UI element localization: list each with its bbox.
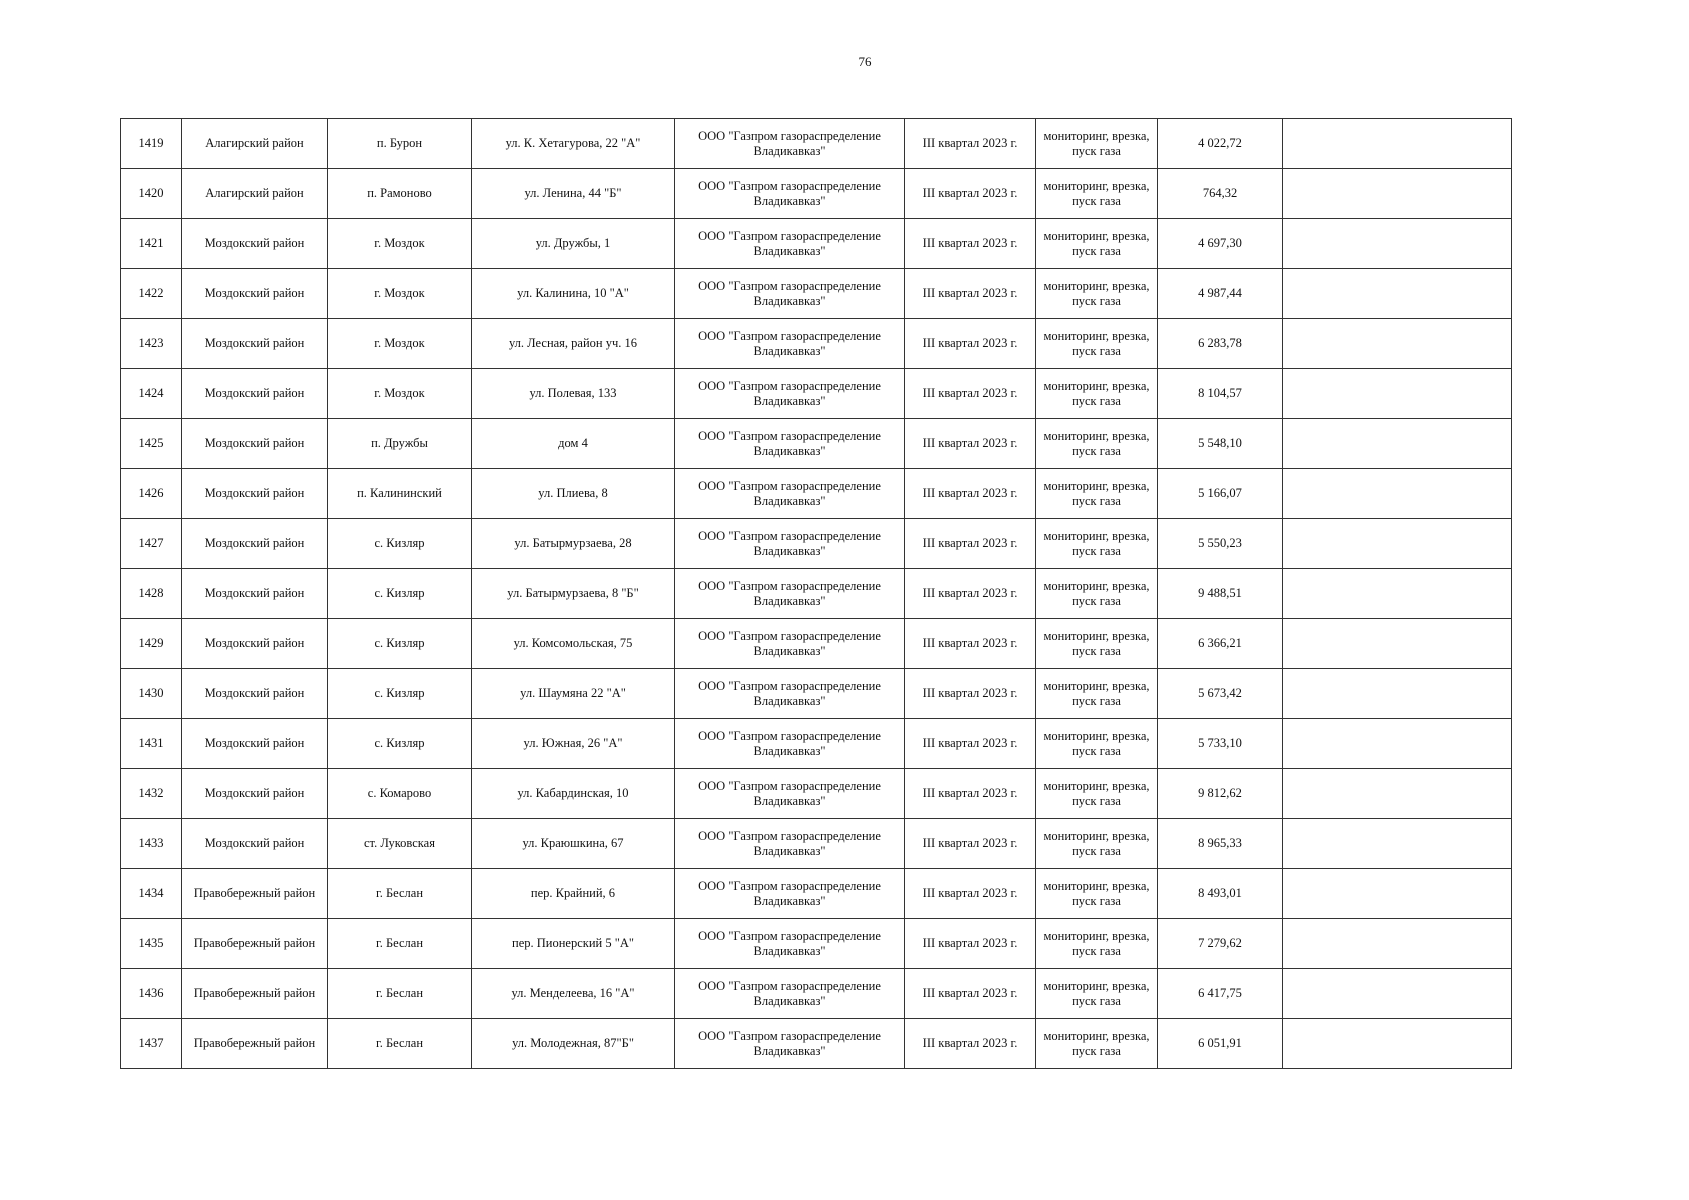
cell-amount: 764,32 xyxy=(1158,169,1283,219)
cell-district: Моздокский район xyxy=(182,619,328,669)
cell-district: Моздокский район xyxy=(182,769,328,819)
cell-number: 1419 xyxy=(121,119,182,169)
cell-locality: г. Моздок xyxy=(328,369,472,419)
cell-work-type: мониторинг, врезка, пуск газа xyxy=(1036,169,1158,219)
cell-locality: г. Моздок xyxy=(328,319,472,369)
cell-work-type: мониторинг, врезка, пуск газа xyxy=(1036,619,1158,669)
cell-amount: 5 550,23 xyxy=(1158,519,1283,569)
table-row xyxy=(121,619,1512,669)
table-row xyxy=(121,319,1512,369)
cell-number: 1433 xyxy=(121,819,182,869)
cell-number: 1436 xyxy=(121,969,182,1019)
cell-number: 1424 xyxy=(121,369,182,419)
cell-amount: 9 812,62 xyxy=(1158,769,1283,819)
cell-organization: ООО "Газпром газораспределение Владикавказ" xyxy=(675,919,905,969)
cell-empty xyxy=(1283,819,1512,869)
cell-work-type: мониторинг, врезка, пуск газа xyxy=(1036,319,1158,369)
table-row xyxy=(121,569,1512,619)
cell-work-type: мониторинг, врезка, пуск газа xyxy=(1036,569,1158,619)
cell-empty xyxy=(1283,869,1512,919)
cell-period: III квартал 2023 г. xyxy=(905,319,1036,369)
cell-locality: г. Моздок xyxy=(328,219,472,269)
table-row xyxy=(121,869,1512,919)
cell-number: 1423 xyxy=(121,319,182,369)
cell-period: III квартал 2023 г. xyxy=(905,669,1036,719)
cell-address: ул. Плиева, 8 xyxy=(472,469,675,519)
cell-address: ул. Кабардинская, 10 xyxy=(472,769,675,819)
cell-district: Моздокский район xyxy=(182,269,328,319)
table-row xyxy=(121,169,1512,219)
cell-work-type: мониторинг, врезка, пуск газа xyxy=(1036,769,1158,819)
cell-amount: 6 283,78 xyxy=(1158,319,1283,369)
cell-amount: 6 051,91 xyxy=(1158,1019,1283,1069)
table-row xyxy=(121,519,1512,569)
cell-address: пер. Пионерский 5 "А" xyxy=(472,919,675,969)
cell-organization: ООО "Газпром газораспределение Владикавказ" xyxy=(675,519,905,569)
cell-work-type: мониторинг, врезка, пуск газа xyxy=(1036,669,1158,719)
cell-amount: 4 022,72 xyxy=(1158,119,1283,169)
cell-work-type: мониторинг, врезка, пуск газа xyxy=(1036,269,1158,319)
cell-empty xyxy=(1283,469,1512,519)
cell-work-type: мониторинг, врезка, пуск газа xyxy=(1036,519,1158,569)
cell-locality: п. Бурон xyxy=(328,119,472,169)
cell-empty xyxy=(1283,219,1512,269)
cell-empty xyxy=(1283,1019,1512,1069)
table-row xyxy=(121,719,1512,769)
cell-district: Правобережный район xyxy=(182,919,328,969)
cell-address: ул. Дружбы, 1 xyxy=(472,219,675,269)
page-number: 76 xyxy=(858,54,872,69)
cell-number: 1437 xyxy=(121,1019,182,1069)
table-row xyxy=(121,1019,1512,1069)
cell-work-type: мониторинг, врезка, пуск газа xyxy=(1036,919,1158,969)
cell-locality: г. Беслан xyxy=(328,1019,472,1069)
cell-organization: ООО "Газпром газораспределение Владикавказ" xyxy=(675,419,905,469)
cell-number: 1426 xyxy=(121,469,182,519)
cell-amount: 8 104,57 xyxy=(1158,369,1283,419)
cell-organization: ООО "Газпром газораспределение Владикавказ" xyxy=(675,819,905,869)
cell-work-type: мониторинг, врезка, пуск газа xyxy=(1036,219,1158,269)
cell-district: Моздокский район xyxy=(182,719,328,769)
cell-district: Алагирский район xyxy=(182,119,328,169)
cell-organization: ООО "Газпром газораспределение Владикавказ" xyxy=(675,969,905,1019)
cell-organization: ООО "Газпром газораспределение Владикавказ" xyxy=(675,869,905,919)
cell-organization: ООО "Газпром газораспределение Владикавказ" xyxy=(675,319,905,369)
cell-empty xyxy=(1283,269,1512,319)
cell-period: III квартал 2023 г. xyxy=(905,919,1036,969)
cell-locality: г. Моздок xyxy=(328,269,472,319)
cell-work-type: мониторинг, врезка, пуск газа xyxy=(1036,819,1158,869)
table-body xyxy=(121,119,1512,1069)
cell-period: III квартал 2023 г. xyxy=(905,969,1036,1019)
cell-work-type: мониторинг, врезка, пуск газа xyxy=(1036,869,1158,919)
cell-address: ул. Менделеева, 16 "А" xyxy=(472,969,675,1019)
cell-work-type: мониторинг, врезка, пуск газа xyxy=(1036,369,1158,419)
cell-work-type: мониторинг, врезка, пуск газа xyxy=(1036,469,1158,519)
cell-address: пер. Крайний, 6 xyxy=(472,869,675,919)
cell-period: III квартал 2023 г. xyxy=(905,1019,1036,1069)
cell-period: III квартал 2023 г. xyxy=(905,119,1036,169)
cell-locality: с. Кизляр xyxy=(328,719,472,769)
cell-address: ул. Полевая, 133 xyxy=(472,369,675,419)
cell-organization: ООО "Газпром газораспределение Владикавказ" xyxy=(675,119,905,169)
cell-work-type: мониторинг, врезка, пуск газа xyxy=(1036,1019,1158,1069)
cell-number: 1427 xyxy=(121,519,182,569)
cell-organization: ООО "Газпром газораспределение Владикавказ" xyxy=(675,469,905,519)
cell-amount: 5 548,10 xyxy=(1158,419,1283,469)
cell-empty xyxy=(1283,419,1512,469)
cell-number: 1435 xyxy=(121,919,182,969)
cell-work-type: мониторинг, врезка, пуск газа xyxy=(1036,719,1158,769)
cell-period: III квартал 2023 г. xyxy=(905,569,1036,619)
cell-amount: 5 166,07 xyxy=(1158,469,1283,519)
cell-address: ул. Батырмурзаева, 28 xyxy=(472,519,675,569)
cell-locality: г. Беслан xyxy=(328,869,472,919)
cell-locality: п. Дружбы xyxy=(328,419,472,469)
cell-period: III квартал 2023 г. xyxy=(905,269,1036,319)
cell-organization: ООО "Газпром газораспределение Владикавказ" xyxy=(675,219,905,269)
cell-district: Моздокский район xyxy=(182,519,328,569)
cell-number: 1429 xyxy=(121,619,182,669)
cell-amount: 7 279,62 xyxy=(1158,919,1283,969)
table-row xyxy=(121,369,1512,419)
cell-locality: с. Кизляр xyxy=(328,569,472,619)
cell-period: III квартал 2023 г. xyxy=(905,819,1036,869)
cell-empty xyxy=(1283,169,1512,219)
cell-address: ул. Комсомольская, 75 xyxy=(472,619,675,669)
cell-locality: ст. Луковская xyxy=(328,819,472,869)
cell-empty xyxy=(1283,119,1512,169)
table-row xyxy=(121,119,1512,169)
cell-amount: 4 697,30 xyxy=(1158,219,1283,269)
cell-address: ул. Ленина, 44 "Б" xyxy=(472,169,675,219)
cell-organization: ООО "Газпром газораспределение Владикавказ" xyxy=(675,369,905,419)
cell-empty xyxy=(1283,719,1512,769)
cell-period: III квартал 2023 г. xyxy=(905,369,1036,419)
cell-organization: ООО "Газпром газораспределение Владикавказ" xyxy=(675,169,905,219)
cell-work-type: мониторинг, врезка, пуск газа xyxy=(1036,969,1158,1019)
cell-number: 1425 xyxy=(121,419,182,469)
cell-empty xyxy=(1283,769,1512,819)
cell-period: III квартал 2023 г. xyxy=(905,769,1036,819)
cell-amount: 8 493,01 xyxy=(1158,869,1283,919)
cell-address: ул. К. Хетагурова, 22 "А" xyxy=(472,119,675,169)
cell-period: III квартал 2023 г. xyxy=(905,719,1036,769)
cell-work-type: мониторинг, врезка, пуск газа xyxy=(1036,419,1158,469)
cell-address: ул. Краюшкина, 67 xyxy=(472,819,675,869)
table-row xyxy=(121,469,1512,519)
cell-locality: г. Беслан xyxy=(328,919,472,969)
cell-number: 1428 xyxy=(121,569,182,619)
cell-empty xyxy=(1283,569,1512,619)
cell-district: Моздокский район xyxy=(182,419,328,469)
cell-district: Алагирский район xyxy=(182,169,328,219)
cell-district: Правобережный район xyxy=(182,969,328,1019)
cell-empty xyxy=(1283,369,1512,419)
cell-period: III квартал 2023 г. xyxy=(905,519,1036,569)
cell-amount: 6 366,21 xyxy=(1158,619,1283,669)
cell-organization: ООО "Газпром газораспределение Владикавказ" xyxy=(675,1019,905,1069)
cell-address: ул. Лесная, район уч. 16 xyxy=(472,319,675,369)
cell-address: ул. Батырмурзаева, 8 "Б" xyxy=(472,569,675,619)
cell-district: Моздокский район xyxy=(182,319,328,369)
cell-organization: ООО "Газпром газораспределение Владикавказ" xyxy=(675,669,905,719)
cell-amount: 5 673,42 xyxy=(1158,669,1283,719)
cell-period: III квартал 2023 г. xyxy=(905,219,1036,269)
cell-locality: п. Калининский xyxy=(328,469,472,519)
cell-number: 1421 xyxy=(121,219,182,269)
cell-organization: ООО "Газпром газораспределение Владикавказ" xyxy=(675,719,905,769)
cell-empty xyxy=(1283,619,1512,669)
table-row xyxy=(121,919,1512,969)
cell-locality: г. Беслан xyxy=(328,969,472,1019)
cell-organization: ООО "Газпром газораспределение Владикавказ" xyxy=(675,619,905,669)
cell-locality: с. Комарово xyxy=(328,769,472,819)
cell-address: дом 4 xyxy=(472,419,675,469)
cell-number: 1422 xyxy=(121,269,182,319)
cell-locality: с. Кизляр xyxy=(328,519,472,569)
cell-locality: с. Кизляр xyxy=(328,619,472,669)
cell-address: ул. Шаумяна 22 "А" xyxy=(472,669,675,719)
cell-number: 1431 xyxy=(121,719,182,769)
cell-amount: 5 733,10 xyxy=(1158,719,1283,769)
cell-district: Моздокский район xyxy=(182,569,328,619)
cell-locality: п. Рамоново xyxy=(328,169,472,219)
cell-organization: ООО "Газпром газораспределение Владикавказ" xyxy=(675,569,905,619)
table-row xyxy=(121,219,1512,269)
table-row xyxy=(121,669,1512,719)
cell-district: Правобережный район xyxy=(182,1019,328,1069)
table-row xyxy=(121,819,1512,869)
table-row xyxy=(121,419,1512,469)
cell-empty xyxy=(1283,319,1512,369)
cell-district: Моздокский район xyxy=(182,669,328,719)
registry-table xyxy=(120,118,1512,1069)
cell-period: III квартал 2023 г. xyxy=(905,619,1036,669)
cell-number: 1420 xyxy=(121,169,182,219)
cell-empty xyxy=(1283,519,1512,569)
cell-address: ул. Молодежная, 87"Б" xyxy=(472,1019,675,1069)
cell-district: Правобережный район xyxy=(182,869,328,919)
cell-work-type: мониторинг, врезка, пуск газа xyxy=(1036,119,1158,169)
cell-period: III квартал 2023 г. xyxy=(905,469,1036,519)
cell-empty xyxy=(1283,669,1512,719)
cell-empty xyxy=(1283,919,1512,969)
cell-district: Моздокский район xyxy=(182,219,328,269)
cell-number: 1432 xyxy=(121,769,182,819)
table-row xyxy=(121,969,1512,1019)
cell-district: Моздокский район xyxy=(182,369,328,419)
cell-number: 1434 xyxy=(121,869,182,919)
cell-amount: 9 488,51 xyxy=(1158,569,1283,619)
cell-organization: ООО "Газпром газораспределение Владикавказ" xyxy=(675,269,905,319)
cell-locality: с. Кизляр xyxy=(328,669,472,719)
cell-number: 1430 xyxy=(121,669,182,719)
table-row xyxy=(121,769,1512,819)
cell-period: III квартал 2023 г. xyxy=(905,169,1036,219)
cell-empty xyxy=(1283,969,1512,1019)
cell-address: ул. Южная, 26 "А" xyxy=(472,719,675,769)
table-row xyxy=(121,269,1512,319)
cell-address: ул. Калинина, 10 "А" xyxy=(472,269,675,319)
cell-district: Моздокский район xyxy=(182,469,328,519)
cell-organization: ООО "Газпром газораспределение Владикавказ" xyxy=(675,769,905,819)
cell-amount: 6 417,75 xyxy=(1158,969,1283,1019)
cell-amount: 4 987,44 xyxy=(1158,269,1283,319)
cell-period: III квартал 2023 г. xyxy=(905,419,1036,469)
cell-period: III квартал 2023 г. xyxy=(905,869,1036,919)
cell-amount: 8 965,33 xyxy=(1158,819,1283,869)
cell-district: Моздокский район xyxy=(182,819,328,869)
